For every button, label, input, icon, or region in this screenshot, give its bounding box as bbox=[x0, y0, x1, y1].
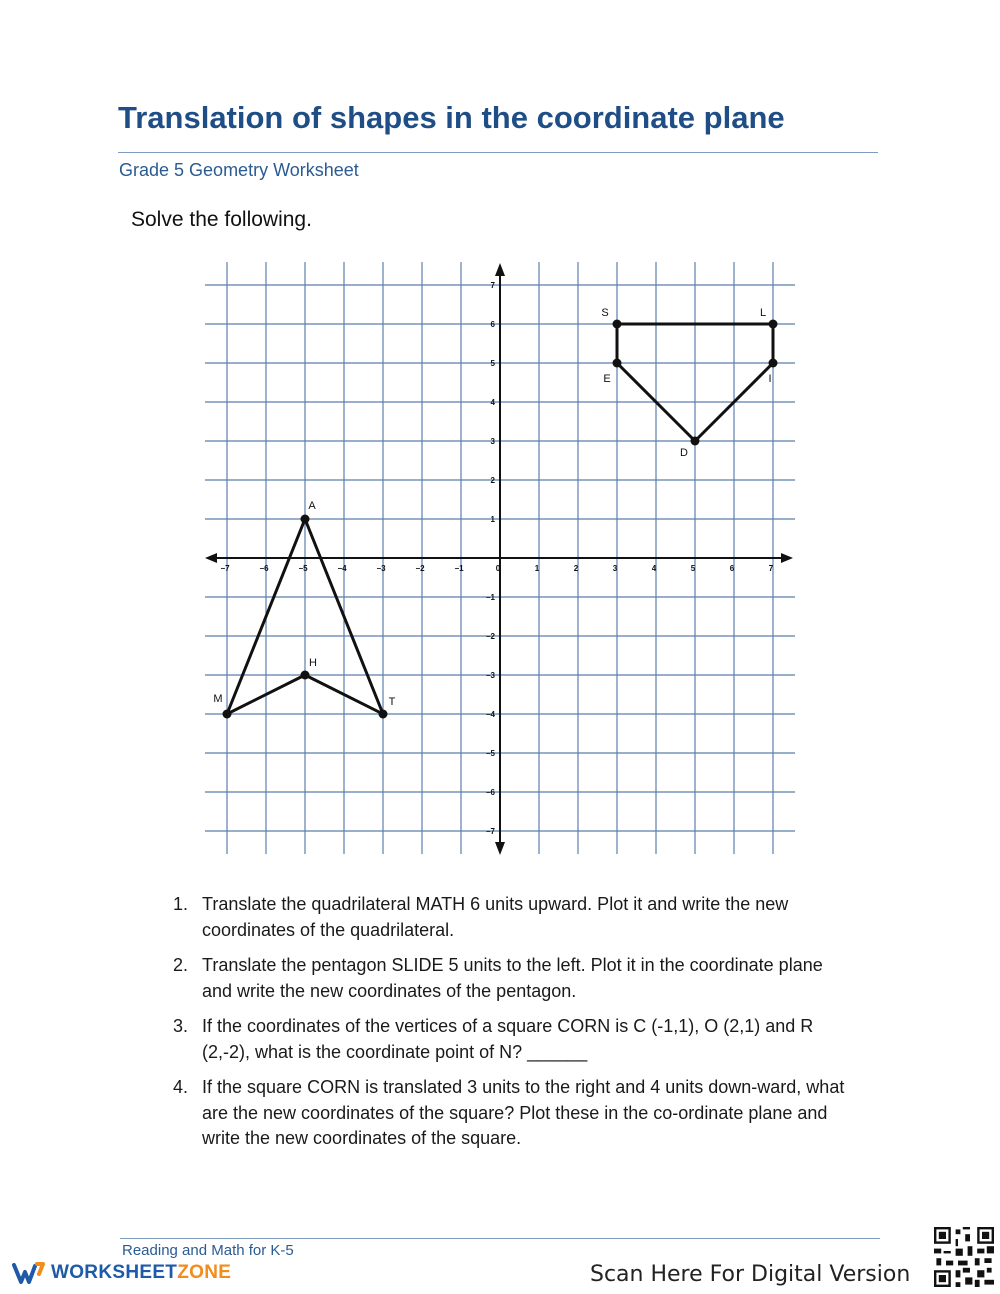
y-tick-label: −3 bbox=[485, 671, 495, 680]
vertex-point-e bbox=[613, 359, 622, 368]
x-tick-label: −2 bbox=[415, 564, 425, 573]
question-text: Translate the pentagon SLIDE 5 units to the left. Plot it in the coordinate plane and write the new coordinates of the pentagon. bbox=[202, 955, 823, 1001]
x-axis-arrow-left bbox=[205, 553, 217, 563]
vertex-label-t: T bbox=[388, 696, 396, 708]
title-divider bbox=[118, 152, 878, 153]
y-tick-label: 4 bbox=[490, 398, 495, 407]
x-tick-label: −6 bbox=[259, 564, 269, 573]
qr-code-icon[interactable] bbox=[934, 1227, 994, 1287]
y-tick-label: 5 bbox=[490, 359, 495, 368]
y-tick-label: −5 bbox=[485, 749, 495, 758]
x-tick-label: 5 bbox=[690, 564, 696, 573]
vertex-label-i: I bbox=[768, 373, 772, 385]
y-tick-label: −6 bbox=[485, 788, 495, 797]
worksheetzone-logo[interactable] bbox=[12, 1260, 231, 1286]
x-tick-label: 3 bbox=[612, 564, 618, 573]
vertex-label-e: E bbox=[603, 373, 611, 385]
x-axis-arrow-right bbox=[781, 553, 793, 563]
question-text: If the coordinates of the vertices of a square CORN is C (-1,1), O (2,1) and R (2,-2), what is the coordinate point of N? ______ bbox=[202, 1016, 814, 1062]
y-tick-label: −7 bbox=[485, 827, 495, 836]
x-tick-label: −7 bbox=[220, 564, 230, 573]
y-axis-arrow-up bbox=[495, 263, 505, 276]
question-number: 1. bbox=[173, 894, 189, 914]
vertex-point-s bbox=[613, 320, 622, 329]
x-tick-label: 4 bbox=[651, 564, 657, 573]
vertex-label-m: M bbox=[213, 693, 223, 705]
logo-w-icon bbox=[12, 1260, 46, 1286]
y-tick-label: −4 bbox=[485, 710, 495, 719]
vertex-label-d: D bbox=[680, 447, 688, 459]
x-tick-label: 0 bbox=[495, 564, 501, 573]
vertex-point-d bbox=[691, 437, 700, 446]
x-tick-label: −5 bbox=[298, 564, 308, 573]
question-item bbox=[166, 953, 846, 1004]
logo-text-worksheet: WORKSHEET bbox=[51, 1262, 178, 1283]
scan-instruction: Scan Here For Digital Version bbox=[590, 1262, 911, 1287]
vertex-point-h bbox=[301, 671, 310, 680]
question-item bbox=[166, 1075, 846, 1152]
question-item bbox=[166, 892, 846, 943]
x-tick-label: −1 bbox=[454, 564, 464, 573]
logo-text-zone: ZONE bbox=[177, 1262, 232, 1283]
vertex-point-t bbox=[379, 710, 388, 719]
x-tick-label: 6 bbox=[729, 564, 735, 573]
x-tick-label: 7 bbox=[768, 564, 774, 573]
vertex-point-m bbox=[223, 710, 232, 719]
y-tick-label: 1 bbox=[490, 515, 495, 524]
vertex-point-i bbox=[769, 359, 778, 368]
y-tick-label: 6 bbox=[490, 320, 495, 329]
question-number: 2. bbox=[173, 955, 189, 975]
y-tick-label: −1 bbox=[485, 593, 495, 602]
x-tick-label: 1 bbox=[534, 564, 540, 573]
x-tick-label: −4 bbox=[337, 564, 347, 573]
x-tick-label: −3 bbox=[376, 564, 386, 573]
coordinate-plane bbox=[195, 258, 805, 858]
question-number: 4. bbox=[173, 1077, 189, 1097]
vertex-label-h: H bbox=[309, 657, 317, 669]
question-list bbox=[166, 892, 846, 1162]
y-tick-label: −2 bbox=[485, 632, 495, 641]
y-tick-label: 2 bbox=[490, 476, 495, 485]
y-axis-arrow-down bbox=[495, 842, 505, 855]
y-tick-label: 7 bbox=[490, 281, 495, 290]
logo-text bbox=[51, 1262, 231, 1284]
vertex-label-a: A bbox=[308, 500, 316, 512]
question-item bbox=[166, 1014, 846, 1065]
vertex-label-s: S bbox=[601, 307, 609, 319]
footer-divider bbox=[120, 1238, 880, 1239]
instruction-text: Solve the following. bbox=[131, 208, 312, 231]
page-subtitle: Grade 5 Geometry Worksheet bbox=[119, 160, 359, 180]
question-number: 3. bbox=[173, 1016, 189, 1036]
question-text: If the square CORN is translated 3 units to the right and 4 units down-ward, what are the new coordinates of the square? Plot these in the co-ordinate plane and write the new coordinates of the square. bbox=[202, 1077, 845, 1148]
page-title: Translation of shapes in the coordinate plane bbox=[118, 100, 785, 135]
vertex-point-a bbox=[301, 515, 310, 524]
x-tick-label: 2 bbox=[573, 564, 579, 573]
y-tick-label: 3 bbox=[490, 437, 495, 446]
question-text: Translate the quadrilateral MATH 6 units upward. Plot it and write the new coordinates of the quadrilateral. bbox=[202, 894, 789, 940]
footer-tagline: Reading and Math for K-5 bbox=[122, 1242, 294, 1259]
vertex-label-l: L bbox=[759, 307, 767, 319]
vertex-point-l bbox=[769, 320, 778, 329]
